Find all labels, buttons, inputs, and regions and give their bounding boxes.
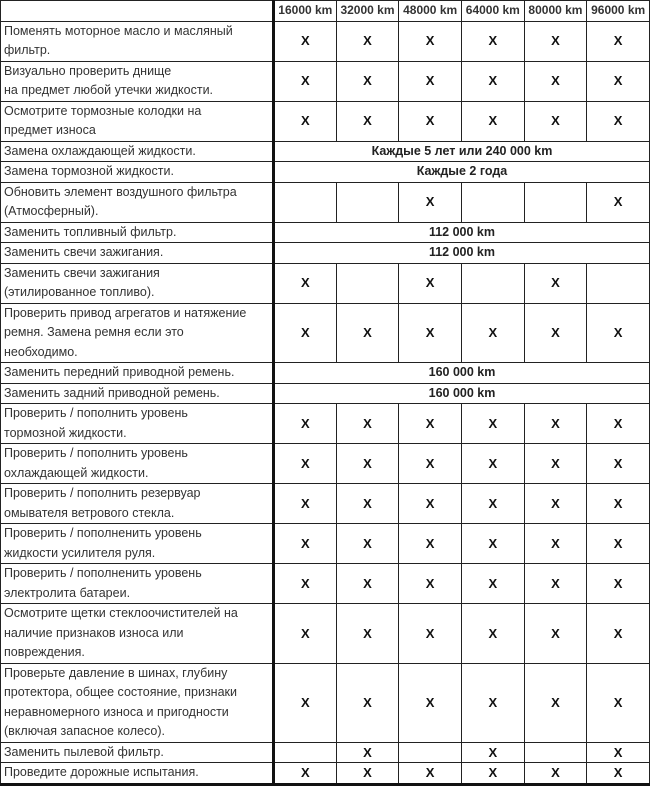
table-row bbox=[1, 524, 650, 564]
task-label bbox=[1, 243, 274, 264]
schedule-mark bbox=[461, 263, 524, 303]
schedule-mark: X bbox=[336, 742, 399, 763]
table-row bbox=[1, 263, 650, 303]
schedule-mark: X bbox=[336, 564, 399, 604]
interval-note: 160 000 km bbox=[274, 363, 650, 384]
task-label-line: Проверить / пополненить уровень bbox=[4, 526, 202, 540]
schedule-mark: X bbox=[399, 663, 462, 742]
task-label bbox=[1, 363, 274, 384]
schedule-mark bbox=[274, 182, 337, 222]
task-label bbox=[1, 524, 274, 564]
schedule-mark: X bbox=[524, 484, 587, 524]
column-header: 32000 km bbox=[336, 1, 399, 22]
task-label bbox=[1, 303, 274, 363]
schedule-mark bbox=[587, 263, 650, 303]
schedule-mark: X bbox=[399, 484, 462, 524]
schedule-mark: X bbox=[274, 444, 337, 484]
task-label-line: Заменить задний приводной ремень. bbox=[4, 385, 220, 400]
schedule-mark: X bbox=[587, 404, 650, 444]
schedule-mark: X bbox=[274, 484, 337, 524]
schedule-mark bbox=[524, 182, 587, 222]
schedule-mark: X bbox=[587, 61, 650, 101]
table-row bbox=[1, 663, 650, 742]
task-label bbox=[1, 663, 274, 742]
column-header: 48000 km bbox=[399, 1, 462, 22]
task-label-line: Проверить / пополнить уровень bbox=[4, 406, 188, 420]
schedule-mark: X bbox=[461, 604, 524, 664]
schedule-mark: X bbox=[399, 763, 462, 785]
schedule-mark: X bbox=[524, 444, 587, 484]
schedule-mark: X bbox=[336, 303, 399, 363]
table-row bbox=[1, 303, 650, 363]
schedule-mark: X bbox=[274, 263, 337, 303]
schedule-mark: X bbox=[587, 763, 650, 785]
task-label-line: (включая запасное колесо). bbox=[4, 724, 165, 738]
task-label-line: Заменить свечи зажигания. bbox=[4, 245, 164, 259]
task-label-line: Проверить привод агрегатов и натяжение bbox=[4, 305, 247, 320]
schedule-mark bbox=[399, 742, 462, 763]
schedule-mark: X bbox=[461, 564, 524, 604]
task-label-line: (Атмосферный). bbox=[4, 204, 99, 218]
header-blank bbox=[1, 1, 274, 22]
schedule-mark: X bbox=[587, 444, 650, 484]
schedule-mark: X bbox=[524, 663, 587, 742]
schedule-mark bbox=[336, 263, 399, 303]
schedule-mark: X bbox=[524, 21, 587, 61]
column-header: 16000 km bbox=[274, 1, 337, 22]
schedule-mark: X bbox=[461, 101, 524, 141]
schedule-mark: X bbox=[461, 484, 524, 524]
schedule-mark: X bbox=[274, 763, 337, 785]
task-label-line: наличие признаков износа или bbox=[4, 625, 184, 640]
schedule-mark: X bbox=[399, 21, 462, 61]
schedule-mark bbox=[274, 742, 337, 763]
schedule-mark: X bbox=[587, 524, 650, 564]
interval-note: Каждые 5 лет или 240 000 km bbox=[274, 141, 650, 162]
schedule-mark: X bbox=[461, 21, 524, 61]
schedule-mark: X bbox=[587, 484, 650, 524]
task-label-line: Проведите дорожные испытания. bbox=[4, 765, 199, 779]
schedule-mark: X bbox=[524, 604, 587, 664]
schedule-mark: X bbox=[524, 263, 587, 303]
task-label-line: омывателя ветрового стекла. bbox=[4, 505, 175, 520]
task-label-line: Заменить пылевой фильтр. bbox=[4, 744, 164, 759]
schedule-mark: X bbox=[274, 663, 337, 742]
schedule-mark: X bbox=[399, 61, 462, 101]
schedule-mark: X bbox=[524, 763, 587, 785]
task-label bbox=[1, 763, 274, 785]
table-row bbox=[1, 383, 650, 404]
schedule-mark: X bbox=[336, 763, 399, 785]
schedule-mark: X bbox=[587, 303, 650, 363]
schedule-mark: X bbox=[461, 303, 524, 363]
column-header: 64000 km bbox=[461, 1, 524, 22]
table-row bbox=[1, 404, 650, 444]
schedule-mark: X bbox=[461, 663, 524, 742]
task-label bbox=[1, 182, 274, 222]
schedule-mark: X bbox=[274, 564, 337, 604]
task-label bbox=[1, 383, 274, 404]
schedule-mark: X bbox=[399, 524, 462, 564]
task-label-line: ремня. Замена ремня если это bbox=[4, 325, 184, 339]
task-label-line: (этилированное топливо). bbox=[4, 285, 155, 299]
task-label-line: Визуально проверить днище bbox=[4, 63, 172, 78]
schedule-mark: X bbox=[274, 61, 337, 101]
task-label-line: Осмотрите щетки стеклоочистителей на bbox=[4, 606, 238, 620]
task-label-line: неравномерного износа и пригодности bbox=[4, 704, 229, 719]
schedule-mark: X bbox=[461, 763, 524, 785]
table-row bbox=[1, 162, 650, 183]
table-row bbox=[1, 182, 650, 222]
task-label-line: фильтр. bbox=[4, 43, 51, 57]
schedule-mark: X bbox=[587, 101, 650, 141]
task-label-line: Заменить топливный фильтр. bbox=[4, 224, 177, 239]
task-label bbox=[1, 222, 274, 243]
task-label bbox=[1, 141, 274, 162]
task-label bbox=[1, 61, 274, 101]
schedule-mark bbox=[461, 182, 524, 222]
table-row bbox=[1, 564, 650, 604]
task-label-line: повреждения. bbox=[4, 645, 85, 659]
task-label-line: Проверить / пополнить уровень bbox=[4, 446, 188, 460]
column-header: 80000 km bbox=[524, 1, 587, 22]
table-row bbox=[1, 604, 650, 664]
table-row bbox=[1, 21, 650, 61]
schedule-mark: X bbox=[336, 404, 399, 444]
table-row bbox=[1, 742, 650, 763]
schedule-mark: X bbox=[399, 263, 462, 303]
schedule-mark bbox=[524, 742, 587, 763]
interval-note: 112 000 km bbox=[274, 222, 650, 243]
schedule-mark: X bbox=[524, 524, 587, 564]
schedule-mark: X bbox=[399, 404, 462, 444]
schedule-mark: X bbox=[274, 524, 337, 564]
task-label-line: Замена тормозной жидкости. bbox=[4, 164, 174, 178]
task-label bbox=[1, 263, 274, 303]
table-row bbox=[1, 484, 650, 524]
task-label-line: охлаждающей жидкости. bbox=[4, 465, 149, 480]
schedule-mark: X bbox=[399, 564, 462, 604]
schedule-mark: X bbox=[399, 303, 462, 363]
task-label-line: Осмотрите тормозные колодки на bbox=[4, 103, 202, 118]
task-label-line: протектора, общее состояние, признаки bbox=[4, 685, 237, 699]
task-label-line: на предмет любой утечки жидкости. bbox=[4, 83, 214, 97]
task-label-line: Проверить / пополненить уровень bbox=[4, 566, 202, 580]
schedule-mark: X bbox=[524, 61, 587, 101]
task-label-line: Обновить элемент воздушного фильтра bbox=[4, 184, 237, 199]
schedule-mark: X bbox=[336, 21, 399, 61]
table-row bbox=[1, 763, 650, 785]
task-label-line: электролита батареи. bbox=[4, 585, 131, 600]
schedule-mark: X bbox=[274, 404, 337, 444]
table-row bbox=[1, 444, 650, 484]
schedule-mark: X bbox=[587, 21, 650, 61]
header-row bbox=[1, 1, 650, 22]
interval-note: 160 000 km bbox=[274, 383, 650, 404]
schedule-mark: X bbox=[399, 444, 462, 484]
schedule-mark: X bbox=[336, 61, 399, 101]
schedule-mark: X bbox=[524, 404, 587, 444]
task-label-line: Проверить / пополнить резервуар bbox=[4, 486, 201, 500]
table-row bbox=[1, 243, 650, 264]
schedule-mark: X bbox=[336, 444, 399, 484]
task-label bbox=[1, 484, 274, 524]
task-label bbox=[1, 564, 274, 604]
table-row bbox=[1, 222, 650, 243]
schedule-mark: X bbox=[587, 564, 650, 604]
table-row bbox=[1, 101, 650, 141]
schedule-mark: X bbox=[461, 742, 524, 763]
schedule-mark: X bbox=[587, 663, 650, 742]
schedule-mark: X bbox=[524, 101, 587, 141]
schedule-mark: X bbox=[274, 21, 337, 61]
schedule-mark: X bbox=[399, 182, 462, 222]
schedule-mark: X bbox=[524, 303, 587, 363]
task-label bbox=[1, 162, 274, 183]
task-label-line: Заменить передний приводной ремень. bbox=[4, 365, 235, 379]
schedule-mark: X bbox=[461, 404, 524, 444]
schedule-mark: X bbox=[461, 524, 524, 564]
schedule-mark: X bbox=[336, 663, 399, 742]
schedule-mark: X bbox=[274, 303, 337, 363]
schedule-mark bbox=[336, 182, 399, 222]
schedule-mark: X bbox=[461, 444, 524, 484]
task-label-line: жидкости усилителя руля. bbox=[4, 545, 156, 560]
task-label-line: тормозной жидкости. bbox=[4, 425, 127, 440]
task-label-line: необходимо. bbox=[4, 344, 78, 359]
task-label-line: предмет износа bbox=[4, 123, 96, 137]
task-label-line: Поменять моторное масло и масляный bbox=[4, 23, 233, 38]
task-label-line: Заменить свечи зажигания bbox=[4, 265, 160, 280]
task-label bbox=[1, 21, 274, 61]
schedule-mark: X bbox=[336, 101, 399, 141]
column-header: 96000 km bbox=[587, 1, 650, 22]
task-label-line: Проверьте давление в шинах, глубину bbox=[4, 665, 228, 680]
task-label bbox=[1, 444, 274, 484]
task-label bbox=[1, 101, 274, 141]
schedule-mark: X bbox=[336, 524, 399, 564]
schedule-mark: X bbox=[274, 604, 337, 664]
schedule-mark: X bbox=[587, 604, 650, 664]
table-row bbox=[1, 61, 650, 101]
schedule-mark: X bbox=[587, 742, 650, 763]
schedule-mark: X bbox=[399, 604, 462, 664]
task-label-line: Замена охлаждающей жидкости. bbox=[4, 143, 196, 158]
table-row bbox=[1, 363, 650, 384]
schedule-mark: X bbox=[461, 61, 524, 101]
interval-note: Каждые 2 года bbox=[274, 162, 650, 183]
table-row bbox=[1, 141, 650, 162]
interval-note: 112 000 km bbox=[274, 243, 650, 264]
schedule-mark: X bbox=[336, 484, 399, 524]
schedule-mark: X bbox=[336, 604, 399, 664]
schedule-mark: X bbox=[524, 564, 587, 604]
schedule-mark: X bbox=[399, 101, 462, 141]
schedule-mark: X bbox=[274, 101, 337, 141]
task-label bbox=[1, 404, 274, 444]
schedule-mark: X bbox=[587, 182, 650, 222]
task-label bbox=[1, 742, 274, 763]
task-label bbox=[1, 604, 274, 664]
